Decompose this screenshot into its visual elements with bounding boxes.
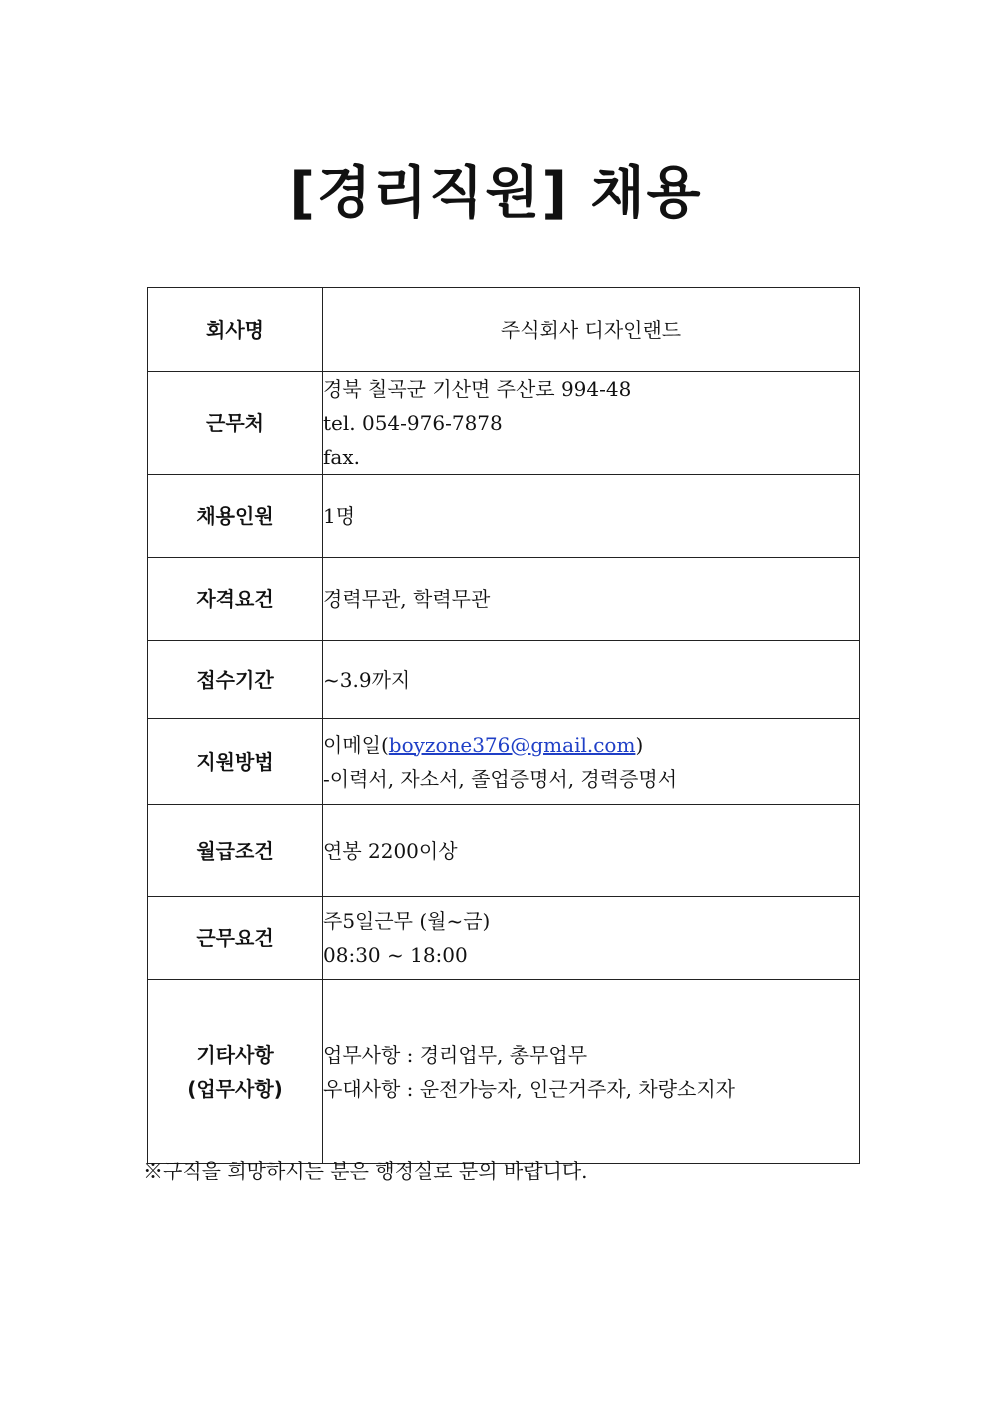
qualification-value: 경력무관, 학력무관 xyxy=(323,558,860,641)
company-value: 주식회사 디자인랜드 xyxy=(323,288,860,372)
table-row-etc xyxy=(148,980,860,1164)
hours-label: 근무요건 xyxy=(148,897,323,980)
email-link[interactable]: boyzone376@gmail.com xyxy=(388,732,636,757)
table-row-qualification xyxy=(148,558,860,641)
workplace-label: 근무처 xyxy=(148,372,323,475)
etc-duties: 업무사항 : 경리업무, 총무업무 xyxy=(323,1042,588,1067)
hours-value xyxy=(323,897,860,980)
table-row-hours xyxy=(148,897,860,980)
company-label: 회사명 xyxy=(148,288,323,372)
workplace-fax: fax. xyxy=(323,445,360,469)
contact-note: ※구직을 희망하시는 분은 행정실로 문의 바랍니다. xyxy=(143,1159,588,1183)
headcount-value: 1명 xyxy=(323,475,860,558)
table-row-apply xyxy=(148,719,860,805)
apply-prefix: 이메일( xyxy=(323,732,389,757)
period-label: 접수기간 xyxy=(148,641,323,719)
apply-method-line xyxy=(323,728,859,762)
etc-label xyxy=(148,980,323,1164)
table-row-headcount xyxy=(148,475,860,558)
apply-label: 지원방법 xyxy=(148,719,323,805)
job-info-table xyxy=(147,287,860,1164)
headcount-label: 채용인원 xyxy=(148,475,323,558)
etc-label-line2: (업무사항) xyxy=(187,1076,283,1101)
etc-preferred: 우대사항 : 운전가능자, 인근거주자, 차량소지자 xyxy=(323,1076,735,1101)
salary-label: 월급조건 xyxy=(148,805,323,897)
table-row-salary xyxy=(148,805,860,897)
apply-value xyxy=(323,719,860,805)
apply-suffix: ) xyxy=(635,732,644,757)
etc-value xyxy=(323,980,860,1164)
table-row-workplace xyxy=(148,372,860,475)
etc-label-line1: 기타사항 xyxy=(196,1042,274,1067)
workplace-tel: tel. 054-976-7878 xyxy=(323,411,503,435)
apply-documents: -이력서, 자소서, 졸업증명서, 경력증명서 xyxy=(323,766,678,791)
table-row-period xyxy=(148,641,860,719)
hours-days: 주5일근무 (월~금) xyxy=(323,909,491,933)
qualification-label: 자격요건 xyxy=(148,558,323,641)
hours-time: 08:30 ~ 18:00 xyxy=(323,943,468,967)
salary-value: 연봉 2200이상 xyxy=(323,805,860,897)
workplace-address: 경북 칠곡군 기산면 주산로 994-48 xyxy=(323,377,632,401)
table-row-company xyxy=(148,288,860,372)
workplace-value xyxy=(323,372,860,475)
period-value: ~3.9까지 xyxy=(323,641,860,719)
page-title: [경리직원] 채용 xyxy=(289,161,703,226)
